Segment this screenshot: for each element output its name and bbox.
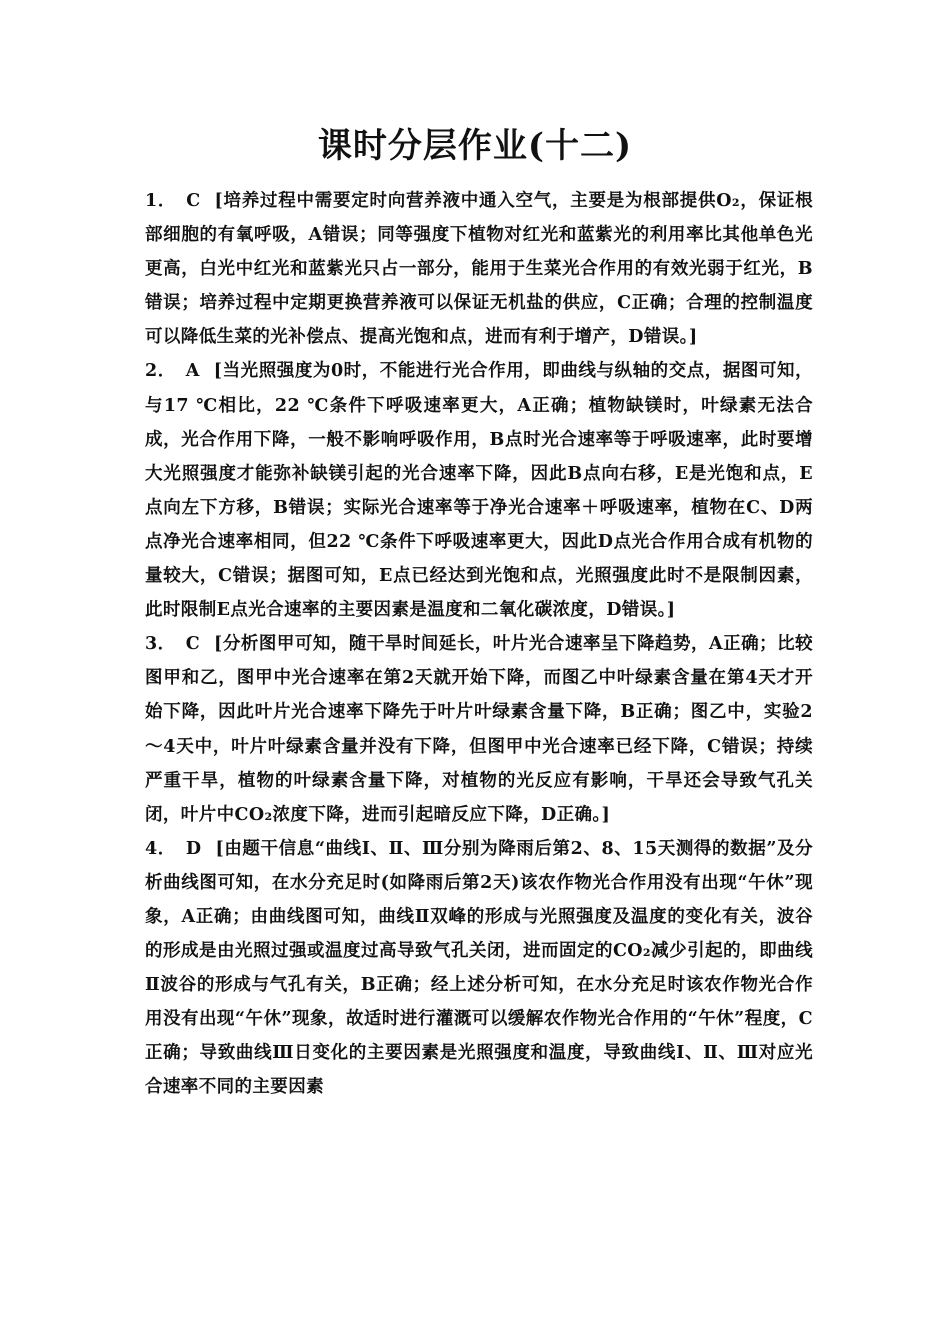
answer-choice: A	[185, 361, 200, 382]
page-title: 课时分层作业(十二)	[317, 126, 633, 166]
answer-number: 2．	[145, 361, 176, 382]
answer-number: 1．	[145, 191, 177, 211]
answer-choice: C	[185, 634, 201, 655]
answer-item-2	[145, 354, 813, 627]
answer-item-4	[145, 832, 813, 1105]
answer-explanation: [分析图甲可知，随干旱时间延长，叶片光合速率呈下降趋势，A正确；比较图甲和乙，图甲中光合速率在第2天就开始下降，而图乙中叶绿素含量在第4天才开始下降，因此叶片光合速率下降先于叶片叶绿素含量下降，B正确；图乙中，实验2～4天中，叶片叶绿素含量并没有下降，但图甲中光合速率已经下降，C错误；持续严重干旱，植物的叶绿素含量下降，对植物的光反应有影响，干旱还会导致气孔关闭，叶片中CO₂浓度下降，进而引起暗反应下降，D正确。]	[145, 634, 813, 825]
answer-list	[145, 184, 813, 1105]
answer-choice: D	[185, 838, 202, 859]
answer-choice: C	[186, 191, 201, 211]
answer-item-3	[145, 627, 813, 832]
answer-number: 4．	[145, 838, 176, 859]
answer-explanation: [由题干信息“曲线Ⅰ、Ⅱ、Ⅲ分别为降雨后第2、8、15天测得的数据”及分析曲线图可知，在水分充足时(如降雨后第2天)该农作物光合作用没有出现“午休”现象，A正确；由曲线图可知，曲线Ⅱ双峰的形成与光照强度及温度的变化有关，波谷的形成是由光照过强或温度过高导致气孔关闭，进而固定的CO₂减少引起的，即曲线Ⅱ波谷的形成与气孔有关，B正确；经上述分析可知，在水分充足时该农作物光合作用没有出现“午休”现象，故适时进行灌溉可以缓解农作物光合作用的“午休”程度，C正确；导致曲线Ⅲ日变化的主要因素是光照强度和温度，导致曲线Ⅰ、Ⅱ、Ⅲ对应光合速率不同的主要因素	[145, 838, 813, 1098]
answer-item-1	[145, 184, 813, 354]
answer-explanation: [培养过程中需要定时向营养液中通入空气，主要是为根部提供O₂，保证根部细胞的有氧呼吸，A错误；同等强度下植物对红光和蓝紫光的利用率比其他单色光更高，白光中红光和蓝紫光只占一部分，能用于生菜光合作用的有效光弱于红光，B错误；培养过程中定期更换营养液可以保证无机盐的供应，C正确；合理的控制温度可以降低生菜的光补偿点、提高光饱和点，进而有利于增产，D错误。]	[145, 191, 813, 348]
answer-explanation: [当光照强度为0时，不能进行光合作用，即曲线与纵轴的交点，据图可知，与17 ℃相比，22 ℃条件下呼吸速率更大，A正确；植物缺镁时，叶绿素无法合成，光合作用下降，一般不影响呼吸作用，B点时光合速率等于呼吸速率，此时要增大光照强度才能弥补缺镁引起的光合速率下降，因此B点向右移，E是光饱和点，E点向左下方移，B错误；实际光合速率等于净光合速率＋呼吸速率，植物在C、D两点净光合速率相同，但22 ℃条件下呼吸速率更大，因此D点光合作用合成有机物的量较大，C错误；据图可知，E点已经达到光饱和点，光照强度此时不是限制因素，此时限制E点光合速率的主要因素是温度和二氧化碳浓度，D错误。]	[145, 361, 813, 621]
answer-number: 3．	[145, 634, 176, 655]
